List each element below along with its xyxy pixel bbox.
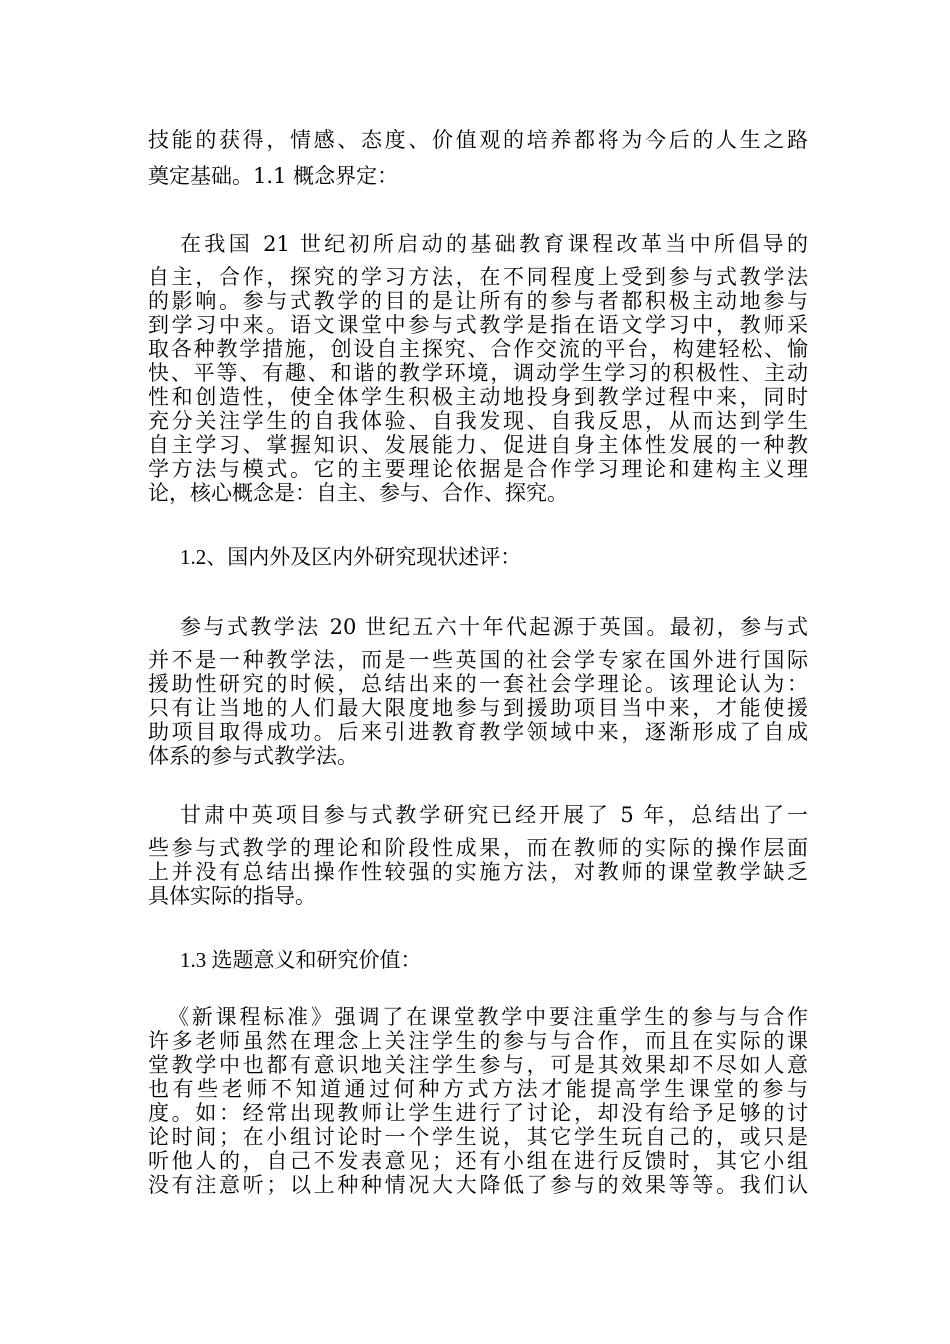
paragraph-line: 充分关注学生的自我体验、自我发现、自我反思，从而达到学生 <box>148 409 808 433</box>
paragraph-line: 没有注意听；以上种种情况大大降低了参与的效果等等。我们认 <box>148 1173 808 1197</box>
intro-line: 技能的获得，情感、态度、价值观的培养都将为今后的人生之路 <box>148 128 808 152</box>
paragraph-line: 取各种教学措施，创设自主探究、合作交流的平台，构建轻松、愉 <box>148 337 808 361</box>
paragraph-line: 《新课程标准》强调了在课堂教学中要注重学生的参与与合作 <box>168 1005 808 1029</box>
paragraph-line: 论时间；在小组讨论时一个学生说，其它学生玩自己的，或只是 <box>148 1125 808 1149</box>
paragraph-line: 度。如：经常出现教师让学生进行了讨论，却没有给予足够的讨 <box>148 1101 808 1125</box>
paragraph-gansu-project <box>148 800 808 908</box>
paragraph-line: 快、平等、有趣、和谐的教学环境，调动学生学习的积极性、主动 <box>148 361 808 385</box>
paragraph-line: 助项目取得成功。后来引进教育教学领域中来，逐渐形成了自成 <box>148 720 808 744</box>
paragraph-line: 体系的参与式教学法。 <box>148 744 358 768</box>
paragraph-line: 只有让当地的人们最大限度地参与到援助项目当中来，才能使援 <box>148 696 808 720</box>
paragraph-line: 听他人的，自己不发表意见；还有小组在进行反馈时，其它小组 <box>148 1149 808 1173</box>
paragraph-line: 到学习中来。语文课堂中参与式教学是指在语文学习中，教师采 <box>148 313 808 337</box>
paragraph-line: 论，核心概念是：自主、参与、合作、探究。 <box>148 481 568 505</box>
paragraph-line: 并不是一种教学法，而是一些英国的社会学专家在国外进行国际 <box>148 648 808 672</box>
intro-line: 奠定基础。1.1 概念界定： <box>148 164 399 188</box>
paragraph-line: 援助性研究的时候，总结出来的一套社会学理论。该理论认为： <box>148 672 808 696</box>
paragraph-line: 堂教学中也都有意识地关注学生参与，可是其效果却不尽如人意 <box>148 1053 808 1077</box>
paragraph-line: 甘肃中英项目参与式教学研究已经开展了 5 年，总结出了一 <box>180 803 808 827</box>
section-heading-1-2: 1.2、国内外及区内外研究现状述评： <box>180 545 522 569</box>
paragraph-concept-definition <box>148 229 808 505</box>
section-heading-1-3: 1.3 选题意义和研究价值： <box>180 948 422 972</box>
paragraph-line: 自主，合作，探究的学习方法，在不同程度上受到参与式教学法 <box>148 265 808 289</box>
paragraph-line: 些参与式教学的理论和阶段性成果，而在教师的实际的操作层面 <box>148 836 808 860</box>
paragraph-line: 学方法与模式。它的主要理论依据是合作学习理论和建构主义理 <box>148 457 808 481</box>
paragraph-line: 自主学习、掌握知识、发展能力、促进自身主体性发展的一种教 <box>148 433 808 457</box>
paragraph-line: 在我国 21 世纪初所启动的基础教育课程改革当中所倡导的 <box>180 232 808 256</box>
paragraph-origin <box>148 612 808 768</box>
intro-paragraph <box>148 122 808 194</box>
paragraph-line: 参与式教学法 20 世纪五六十年代起源于英国。最初，参与式 <box>180 615 808 639</box>
paragraph-significance <box>148 1005 808 1197</box>
paragraph-line: 也有些老师不知道通过何种方式方法才能提高学生课堂的参与 <box>148 1077 808 1101</box>
paragraph-line: 上并没有总结出操作性较强的实施方法，对教师的课堂教学缺乏 <box>148 860 808 884</box>
paragraph-line: 具体实际的指导。 <box>148 884 316 908</box>
paragraph-line: 许多老师虽然在理念上关注学生的参与与合作，而且在实际的课 <box>148 1029 808 1053</box>
paragraph-line: 性和创造性，使全体学生积极主动地投身到教学过程中来，同时 <box>148 385 808 409</box>
paragraph-line: 的影响。参与式教学的目的是让所有的参与者都积极主动地参与 <box>148 289 808 313</box>
